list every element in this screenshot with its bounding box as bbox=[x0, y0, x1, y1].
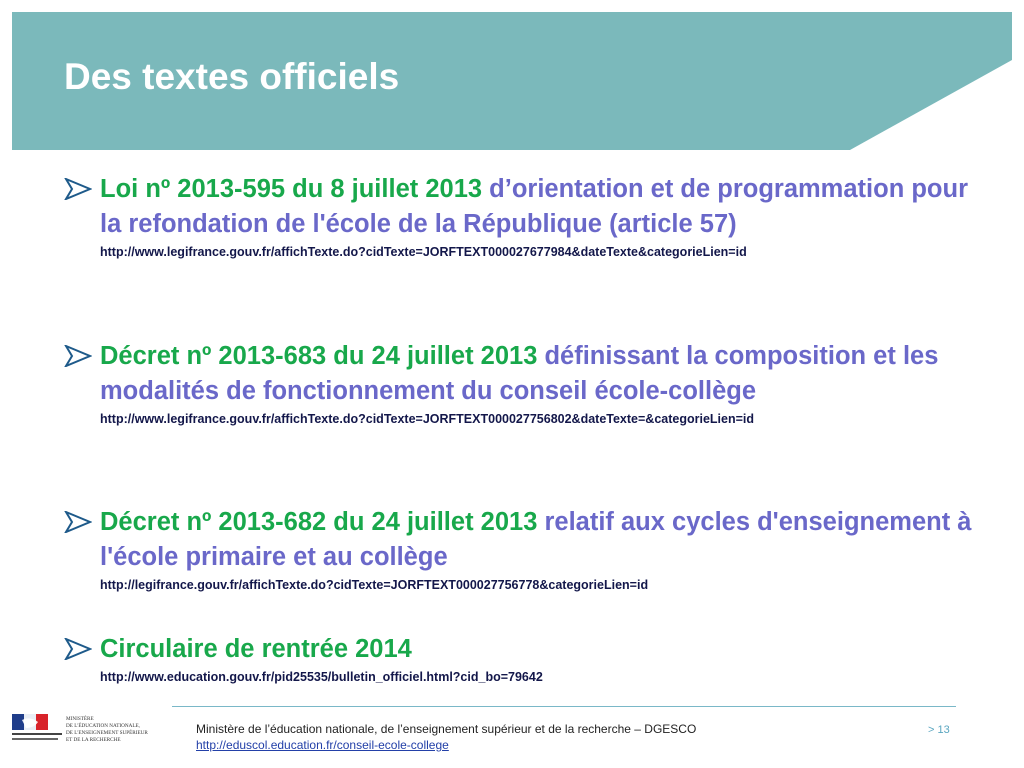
item-headline bbox=[100, 632, 984, 667]
logo-line: DE L'ÉDUCATION NATIONALE, bbox=[66, 723, 140, 729]
list-item bbox=[64, 505, 984, 593]
item-headline bbox=[100, 505, 984, 575]
slide-title: Des textes officiels bbox=[64, 56, 400, 97]
logo-line: MINISTÈRE bbox=[66, 716, 94, 722]
list-item bbox=[64, 632, 984, 685]
item-link[interactable]: http://www.legifrance.gouv.fr/affichTexte.do?cidTexte=JORFTEXT000027677984&dateTexte&categorieLien=id bbox=[100, 245, 747, 259]
item-description: relatif aux cycles d'enseignement à l'école primaire et au collège bbox=[100, 508, 972, 571]
item-headline bbox=[100, 339, 984, 409]
logo-line: DE L'ENSEIGNEMENT SUPÉRIEUR bbox=[66, 730, 148, 736]
arrow-bullet-icon bbox=[64, 638, 92, 660]
footer-text: Ministère de l’éducation nationale, de l’enseignement supérieur et de la recherche – DGESCO bbox=[196, 722, 697, 736]
footer-link[interactable]: http://eduscol.education.fr/conseil-ecole-college bbox=[196, 738, 449, 752]
logo-line: ET DE LA RECHERCHE bbox=[66, 737, 121, 743]
list-item bbox=[64, 339, 984, 427]
item-reference: Loi nº 2013-595 du 8 juillet 2013 bbox=[100, 175, 483, 203]
arrow-bullet-icon bbox=[64, 511, 92, 533]
item-reference: Circulaire de rentrée 2014 bbox=[100, 635, 412, 663]
item-description: d’orientation et de programmation pour la refondation de l'école de la République (article 57) bbox=[100, 175, 969, 238]
arrow-bullet-icon bbox=[64, 345, 92, 367]
item-description: définissant la composition et les modalités de fonctionnement du conseil école-collège bbox=[100, 342, 939, 405]
list-item bbox=[64, 172, 984, 260]
item-link[interactable]: http://www.education.gouv.fr/pid25535/bulletin_officiel.html?cid_bo=79642 bbox=[100, 670, 543, 684]
item-reference: Décret nº 2013-683 du 24 juillet 2013 bbox=[100, 342, 538, 370]
item-reference: Décret nº 2013-682 du 24 juillet 2013 bbox=[100, 508, 538, 536]
page-number: > 13 bbox=[928, 724, 950, 736]
item-link[interactable]: http://www.legifrance.gouv.fr/affichTexte.do?cidTexte=JORFTEXT000027756802&dateTexte=&categorieLien=id bbox=[100, 412, 755, 426]
footer-divider bbox=[172, 706, 956, 707]
item-link[interactable]: http://legifrance.gouv.fr/affichTexte.do?cidTexte=JORFTEXT000027756778&categorieLien=id bbox=[100, 578, 649, 592]
marianne-ministry-logo bbox=[8, 712, 178, 748]
item-headline bbox=[100, 172, 984, 242]
arrow-bullet-icon bbox=[64, 178, 92, 200]
